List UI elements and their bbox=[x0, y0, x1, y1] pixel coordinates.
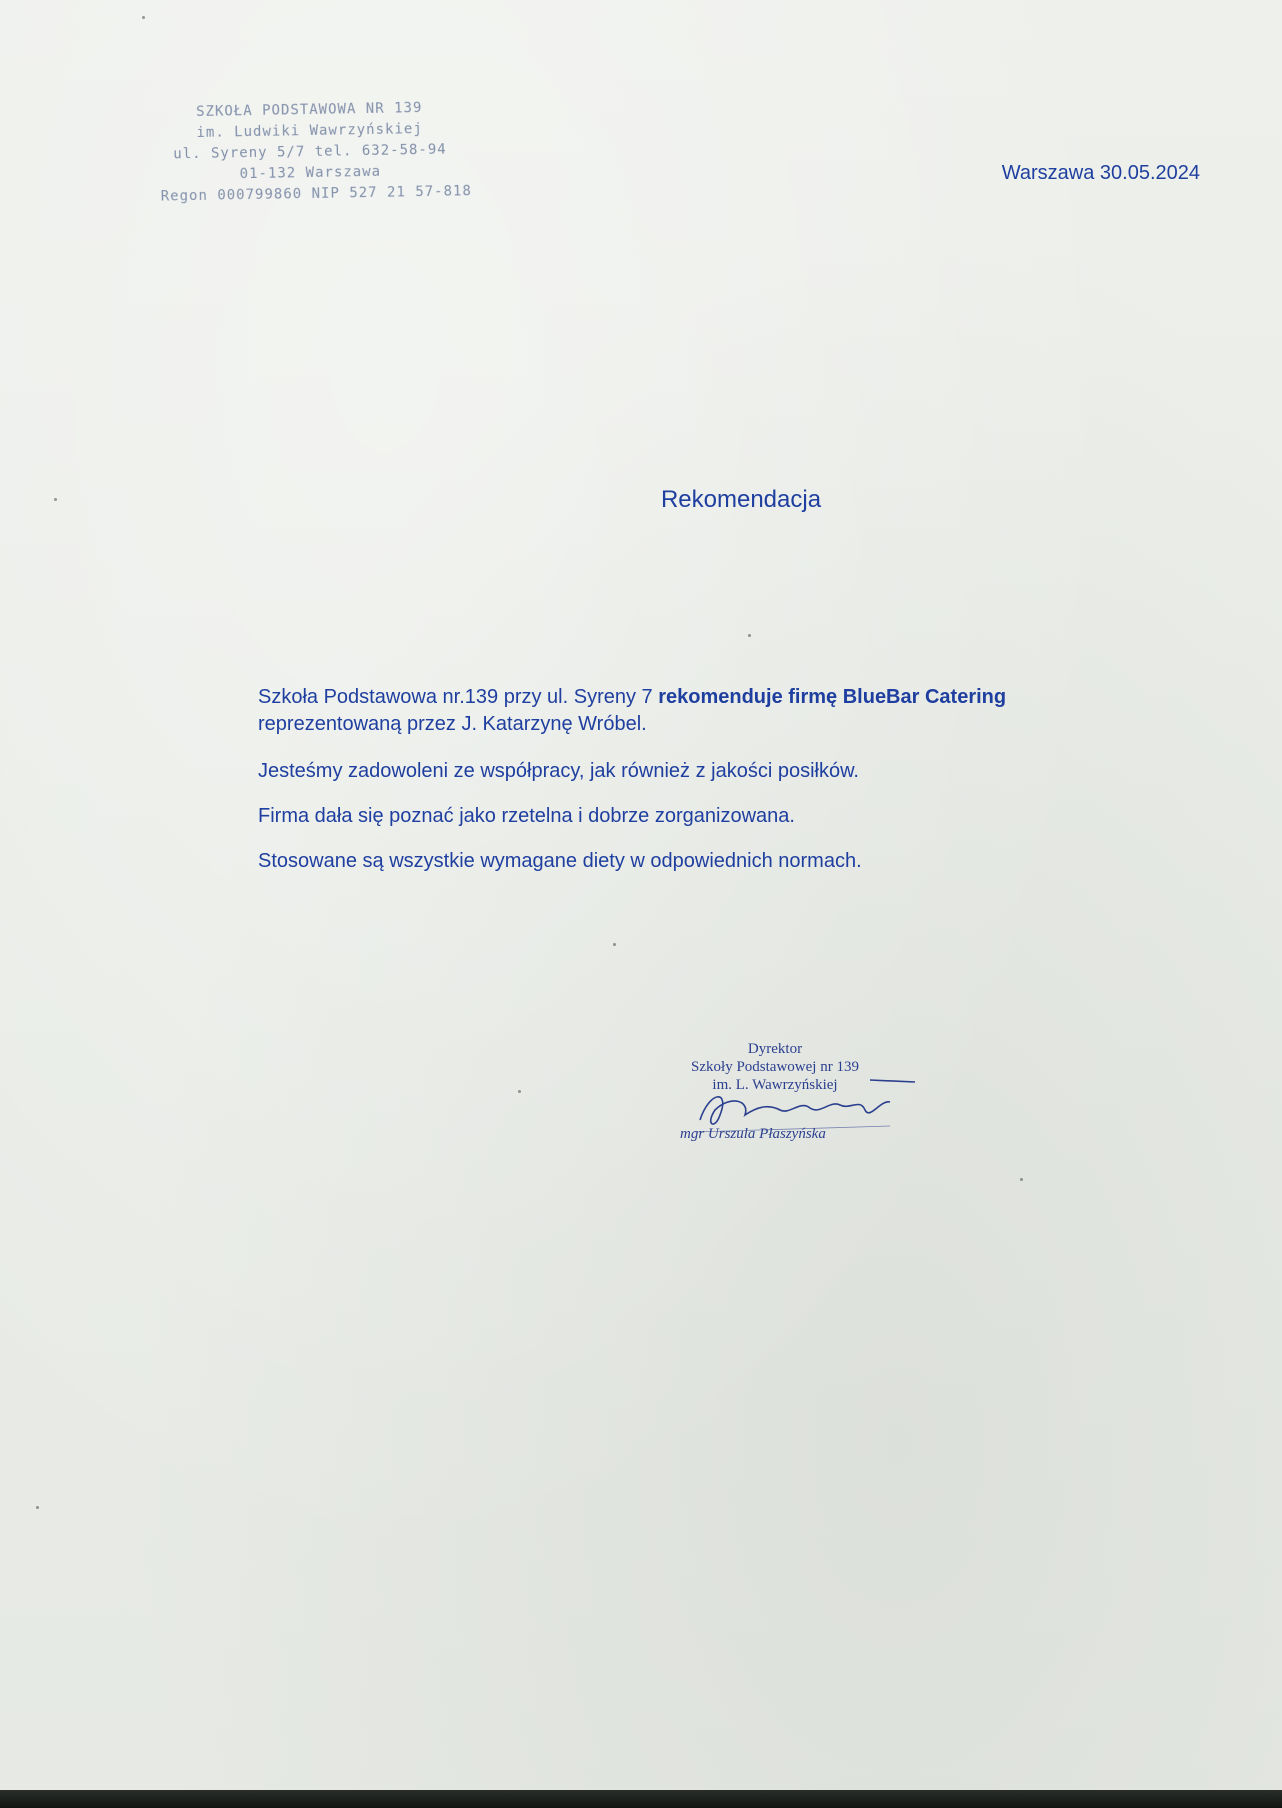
document-date: Warszawa 30.05.2024 bbox=[1001, 162, 1200, 184]
paragraph-satisfaction: Jesteśmy zadowoleni ze współpracy, jak również z jakości posiłków. bbox=[258, 760, 859, 782]
paragraph-text: Szkoła Podstawowa nr.139 przy ul. Syreny 7 bbox=[258, 686, 659, 708]
document-title: Rekomendacja bbox=[660, 486, 822, 513]
director-patron: im. L. Wawrzyńskiej bbox=[712, 1077, 838, 1093]
paper-speck bbox=[613, 943, 616, 946]
paragraph-bold-text: rekomenduje firmę BlueBar Catering bbox=[658, 686, 1007, 708]
bottom-edge bbox=[0, 1790, 1282, 1808]
director-school: Szkoły Podstawowej nr 139 bbox=[691, 1059, 859, 1075]
paper-speck bbox=[748, 634, 751, 637]
paragraph-diets: Stosowane są wszystkie wymagane diety w odpowiednich normach. bbox=[258, 850, 862, 872]
paper-speck bbox=[36, 1506, 39, 1509]
document-body bbox=[258, 684, 1218, 893]
stamp-line: SZKOŁA PODSTAWOWA NR 139 bbox=[195, 100, 423, 120]
paragraph-reliability: Firma dała się poznać jako rzetelna i dobrze zorganizowana. bbox=[258, 805, 795, 827]
stamp-line: ul. Syreny 5/7 tel. 632-58-94 bbox=[173, 141, 447, 163]
paragraph-recommendation bbox=[258, 684, 1218, 738]
director-name: mgr Urszula Płaszyńska bbox=[680, 1126, 826, 1142]
director-role: Dyrektor bbox=[747, 1041, 803, 1057]
school-stamp bbox=[159, 97, 472, 207]
stamp-line: im. Ludwiki Wawrzyńskiej bbox=[196, 121, 423, 141]
stamp-line: Regon 000799860 NIP 527 21 57-818 bbox=[160, 183, 472, 205]
paper-speck bbox=[142, 16, 145, 19]
paragraph-text: reprezentowaną przez J. Katarzynę Wróbel. bbox=[258, 713, 647, 735]
stamp-line: 01-132 Warszawa bbox=[239, 163, 382, 183]
paper-speck bbox=[518, 1090, 521, 1093]
paper-speck bbox=[1020, 1178, 1023, 1181]
paper-speck bbox=[54, 498, 57, 501]
